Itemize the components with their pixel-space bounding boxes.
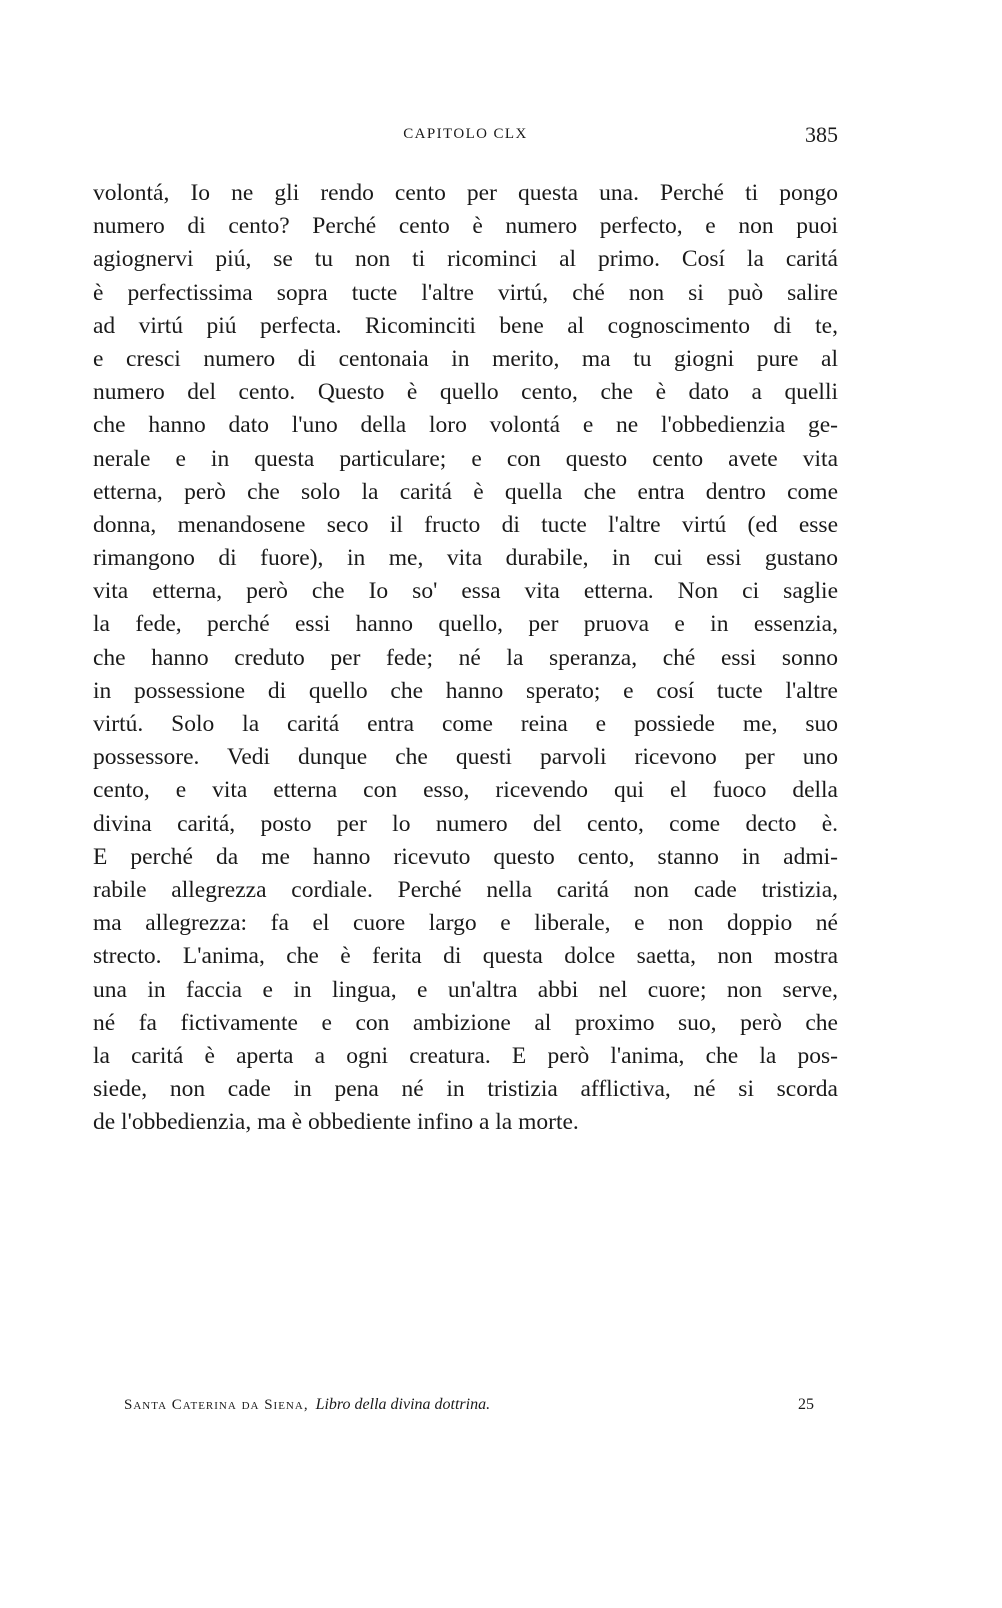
page-number: 385 (805, 122, 838, 147)
text-line: in possessione di quello che hanno sperato; e cosí tucte l'altre (93, 677, 838, 704)
text-line: volontá, Io ne gli rendo cento per questa una. Perché ti pongo (93, 180, 838, 206)
text-line: vita etterna, però che Io so' essa vita etterna. Non ci saglie (93, 578, 838, 605)
text-line: numero di cento? Perché cento è numero perfecto, e non puoi (93, 213, 838, 240)
text-line: ad virtú piú perfecta. Ricominciti bene al cognoscimento di te, (93, 312, 838, 339)
text-line: è perfectissima sopra tucte l'altre virtú, ché non si può salire (93, 279, 838, 306)
text-line: la fede, perché essi hanno quello, per pruova e in essenzia, (93, 611, 838, 638)
text-line: né fa fictivamente e con ambizione al proximo suo, però che (93, 1009, 838, 1036)
body-text (93, 177, 838, 1139)
text-line: possessore. Vedi dunque che questi parvoli ricevono per uno (93, 744, 838, 771)
footer-author: Santa Caterina da Siena (124, 1397, 304, 1413)
text-line: E perché da me hanno ricevuto questo cento, stanno in admi- (93, 843, 838, 870)
text-line: agiognervi piú, se tu non ti ricominci al primo. Cosí la caritá (93, 246, 838, 273)
text-line: siede, non cade in pena né in tristizia afflictiva, né si scorda (93, 1076, 838, 1103)
signature-mark: 25 (798, 1396, 814, 1413)
text-line: etterna, però che solo la caritá è quella che entra dentro come (93, 478, 838, 505)
text-line: donna, menandosene seco il fructo di tucte l'altre virtú (ed esse (93, 511, 838, 538)
text-line: numero del cento. Questo è quello cento, che è dato a quelli (93, 379, 838, 406)
text-line: la caritá è aperta a ogni creatura. E però l'anima, che la pos- (93, 1042, 838, 1069)
signature-footer (124, 1396, 814, 1420)
text-line: nerale e in questa particulare; e con questo cento avete vita (93, 445, 838, 472)
text-line: cento, e vita etterna con esso, ricevendo qui el fuoco della (93, 777, 838, 804)
footer-book-title: Libro della divina dottrina. (315, 1396, 491, 1413)
text-line: ma allegrezza: fa el cuore largo e liberale, e non doppio né (93, 910, 838, 937)
running-header (93, 122, 838, 152)
text-line: una in faccia e in lingua, e un'altra abbi nel cuore; non serve, (93, 976, 838, 1003)
text-line: strecto. L'anima, che è ferita di questa dolce saetta, non mostra (93, 943, 838, 970)
text-line: divina caritá, posto per lo numero del cento, come decto è. (93, 810, 838, 837)
text-line-last: de l'obbedienzia, ma è obbediente infino a la morte. (93, 1109, 579, 1136)
text-line: virtú. Solo la caritá entra come reina e possiede me, suo (93, 711, 838, 737)
text-line: e cresci numero di centonaia in merito, ma tu giogni pure al (93, 345, 838, 372)
text-line: che hanno creduto per fede; né la speranza, ché essi sonno (93, 644, 838, 671)
text-line: che hanno dato l'uno della loro volontá e ne l'obbedienzia ge- (93, 412, 838, 439)
text-line: rimangono di fuore), in me, vita durabile, in cui essi gustano (93, 545, 838, 572)
footer-separator: , (303, 1397, 308, 1413)
chapter-heading: CAPITOLO CLX (403, 126, 528, 142)
text-line: rabile allegrezza cordiale. Perché nella caritá non cade tristizia, (93, 876, 838, 903)
